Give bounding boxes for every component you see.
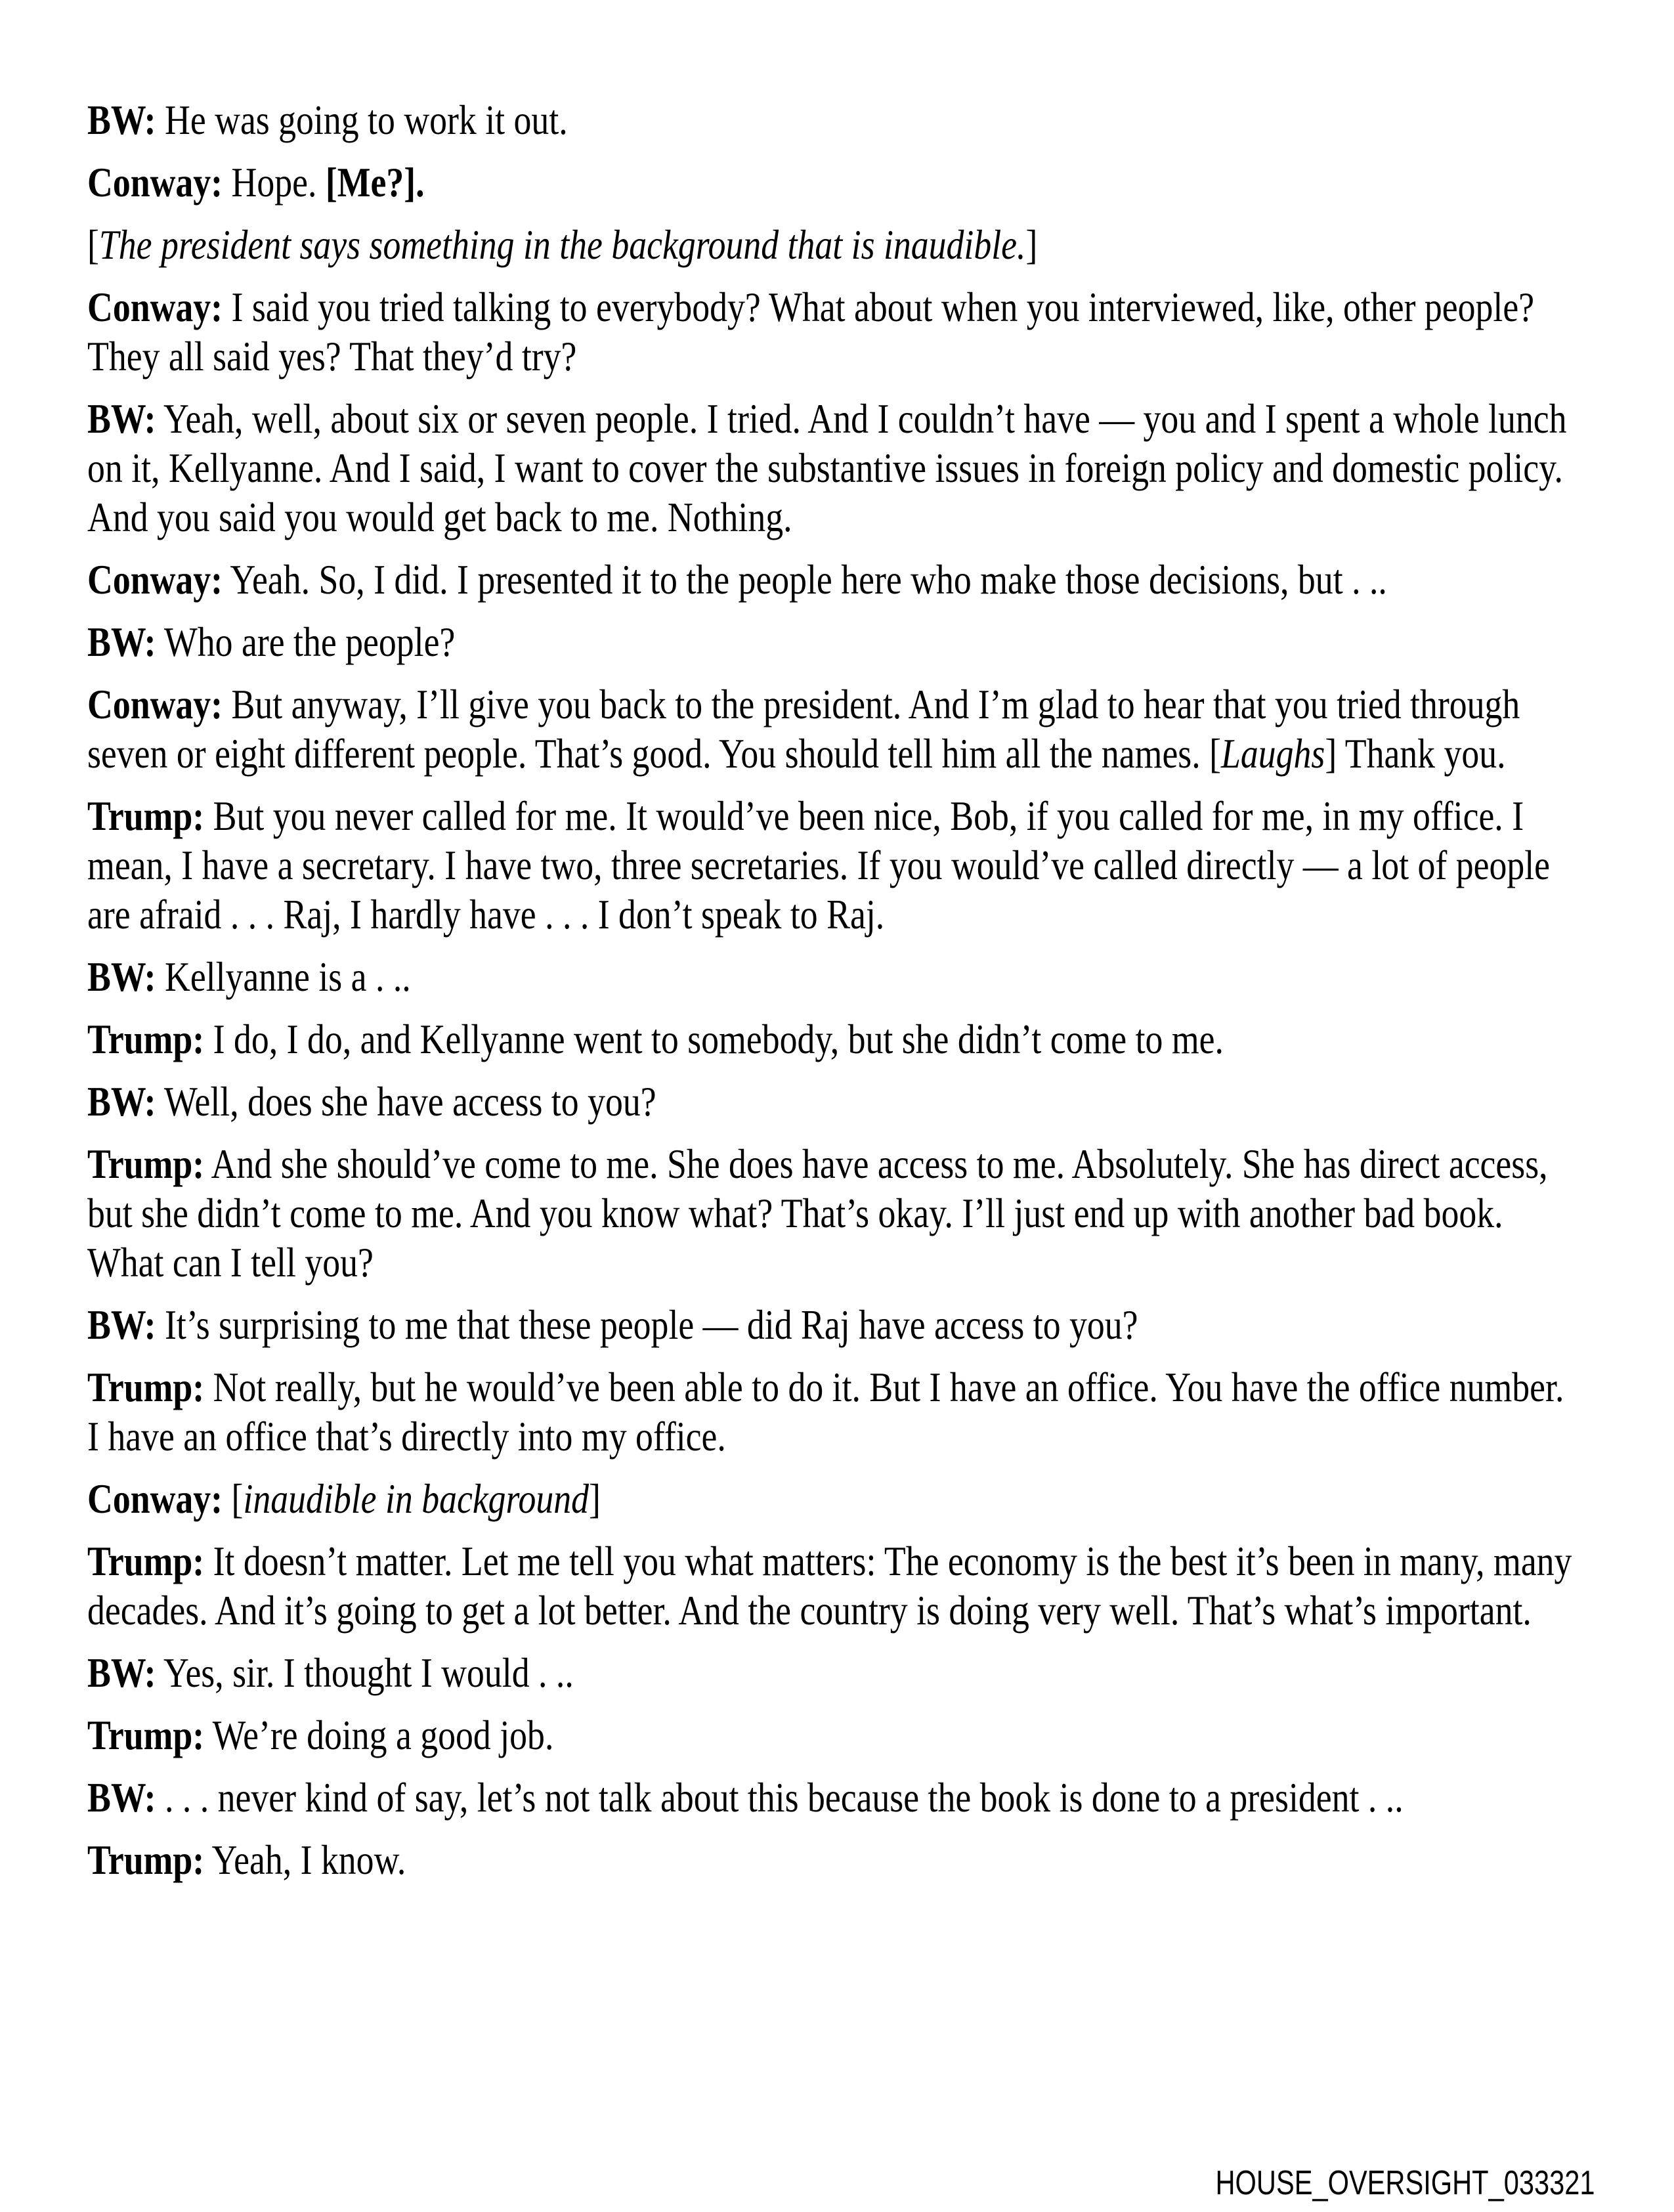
transcript-paragraph bbox=[87, 282, 1576, 381]
transcript-paragraph bbox=[87, 1139, 1576, 1287]
transcript-paragraph bbox=[87, 555, 1576, 604]
transcript bbox=[87, 95, 1576, 1898]
bold-segment: [Me?]. bbox=[325, 159, 425, 206]
transcript-paragraph bbox=[87, 1835, 1576, 1884]
transcript-paragraph bbox=[87, 617, 1576, 666]
text-segment: [ bbox=[87, 221, 99, 268]
speaker-label: Trump: bbox=[87, 1836, 205, 1883]
transcript-paragraph bbox=[87, 1773, 1576, 1822]
speaker-label: Conway: bbox=[87, 1475, 223, 1522]
speaker-label: BW: bbox=[87, 618, 156, 665]
speaker-label: Trump: bbox=[87, 1712, 205, 1758]
text-segment: ] Thank you. bbox=[1325, 730, 1506, 777]
transcript-paragraph bbox=[87, 1536, 1576, 1635]
text-segment: It doesn’t matter. Let me tell you what matters: The economy is the best it’s been in many, many decades. And it’s going to get a lot better. And the country is doing very well. That’s what’s important. bbox=[87, 1538, 1572, 1634]
text-segment: [ bbox=[223, 1475, 244, 1522]
text-segment: It’s surprising to me that these people — did Raj have access to you? bbox=[156, 1301, 1138, 1348]
speaker-label: BW: bbox=[87, 1649, 156, 1696]
speaker-label: Trump: bbox=[87, 1140, 205, 1187]
transcript-paragraph bbox=[87, 1648, 1576, 1697]
text-segment: Yeah. So, I did. I presented it to the people here who make those decisions, but . .. bbox=[223, 556, 1387, 603]
text-segment: Hope. bbox=[223, 159, 326, 206]
transcript-paragraph bbox=[87, 1077, 1576, 1126]
transcript-paragraph bbox=[87, 95, 1576, 144]
text-segment: I said you tried talking to everybody? What about when you interviewed, like, other people? They all said yes? That they’d try? bbox=[87, 284, 1535, 380]
transcript-paragraph bbox=[87, 158, 1576, 207]
speaker-label: BW: bbox=[87, 953, 156, 1000]
text-segment: But anyway, I’ll give you back to the president. And I’m glad to hear that you tried through seven or eight different people. That’s good. You should tell him all the names. [ bbox=[87, 681, 1520, 777]
bates-number: HOUSE_OVERSIGHT_033321 bbox=[1215, 2164, 1595, 2202]
transcript-paragraph bbox=[87, 220, 1576, 269]
transcript-paragraph bbox=[87, 1474, 1576, 1523]
speaker-label: Trump: bbox=[87, 1538, 205, 1584]
speaker-label: BW: bbox=[87, 395, 156, 442]
text-segment: I do, I do, and Kellyanne went to somebody, but she didn’t come to me. bbox=[204, 1016, 1224, 1062]
text-segment: He was going to work it out. bbox=[156, 97, 568, 143]
text-segment: Yeah, I know. bbox=[204, 1836, 406, 1883]
speaker-label: Conway: bbox=[87, 284, 223, 330]
text-segment: Kellyanne is a . .. bbox=[156, 953, 411, 1000]
speaker-label: Trump: bbox=[87, 1364, 205, 1410]
speaker-label: BW: bbox=[87, 1774, 156, 1821]
text-segment: ] bbox=[589, 1475, 601, 1522]
text-segment: But you never called for me. It would’ve been nice, Bob, if you called for me, in my office. I mean, I have a secretary. I have two, three secretaries. If you would’ve called directly — a lot of people are afraid . . . Raj, I hardly have . . . I don’t speak to Raj. bbox=[87, 792, 1551, 938]
text-segment: ] bbox=[1025, 221, 1038, 268]
speaker-label: Conway: bbox=[87, 159, 223, 206]
stage-direction-segment: The president says something in the background that is inaudible. bbox=[98, 221, 1026, 268]
speaker-label: Trump: bbox=[87, 1016, 205, 1062]
text-segment: Yes, sir. I thought I would . .. bbox=[156, 1649, 574, 1696]
text-segment: Yeah, well, about six or seven people. I tried. And I couldn’t have — you and I spent a whole lunch on it, Kellyanne. And I said, I want to cover the substantive issues in foreign policy and domestic policy. And you said you would get back to me. Nothing. bbox=[87, 395, 1567, 540]
transcript-paragraph bbox=[87, 1362, 1576, 1461]
stage-direction-segment: inaudible in background bbox=[243, 1475, 590, 1522]
transcript-paragraph bbox=[87, 394, 1576, 542]
text-segment: . . . never kind of say, let’s not talk about this because the book is done to a president . .. bbox=[156, 1774, 1404, 1821]
text-segment: Who are the people? bbox=[156, 618, 456, 665]
speaker-label: BW: bbox=[87, 1078, 156, 1125]
transcript-paragraph bbox=[87, 1300, 1576, 1349]
speaker-label: Conway: bbox=[87, 556, 223, 603]
speaker-label: Trump: bbox=[87, 792, 205, 839]
transcript-paragraph bbox=[87, 1710, 1576, 1760]
speaker-label: BW: bbox=[87, 97, 156, 143]
text-segment: Well, does she have access to you? bbox=[156, 1078, 656, 1125]
transcript-paragraph bbox=[87, 791, 1576, 939]
transcript-paragraph bbox=[87, 680, 1576, 778]
speaker-label: BW: bbox=[87, 1301, 156, 1348]
text-segment: Not really, but he would’ve been able to do it. But I have an office. You have the office number. I have an office that’s directly into my office. bbox=[87, 1364, 1564, 1460]
speaker-label: Conway: bbox=[87, 681, 223, 727]
text-segment: We’re doing a good job. bbox=[204, 1712, 554, 1758]
transcript-paragraph bbox=[87, 1014, 1576, 1064]
transcript-paragraph bbox=[87, 952, 1576, 1001]
stage-direction-segment: Laughs bbox=[1221, 730, 1325, 777]
text-segment: And she should’ve come to me. She does have access to me. Absolutely. She has direct access, but she didn’t come to me. And you know what? That’s okay. I’ll just end up with another bad book. What can I tell you? bbox=[87, 1140, 1548, 1286]
